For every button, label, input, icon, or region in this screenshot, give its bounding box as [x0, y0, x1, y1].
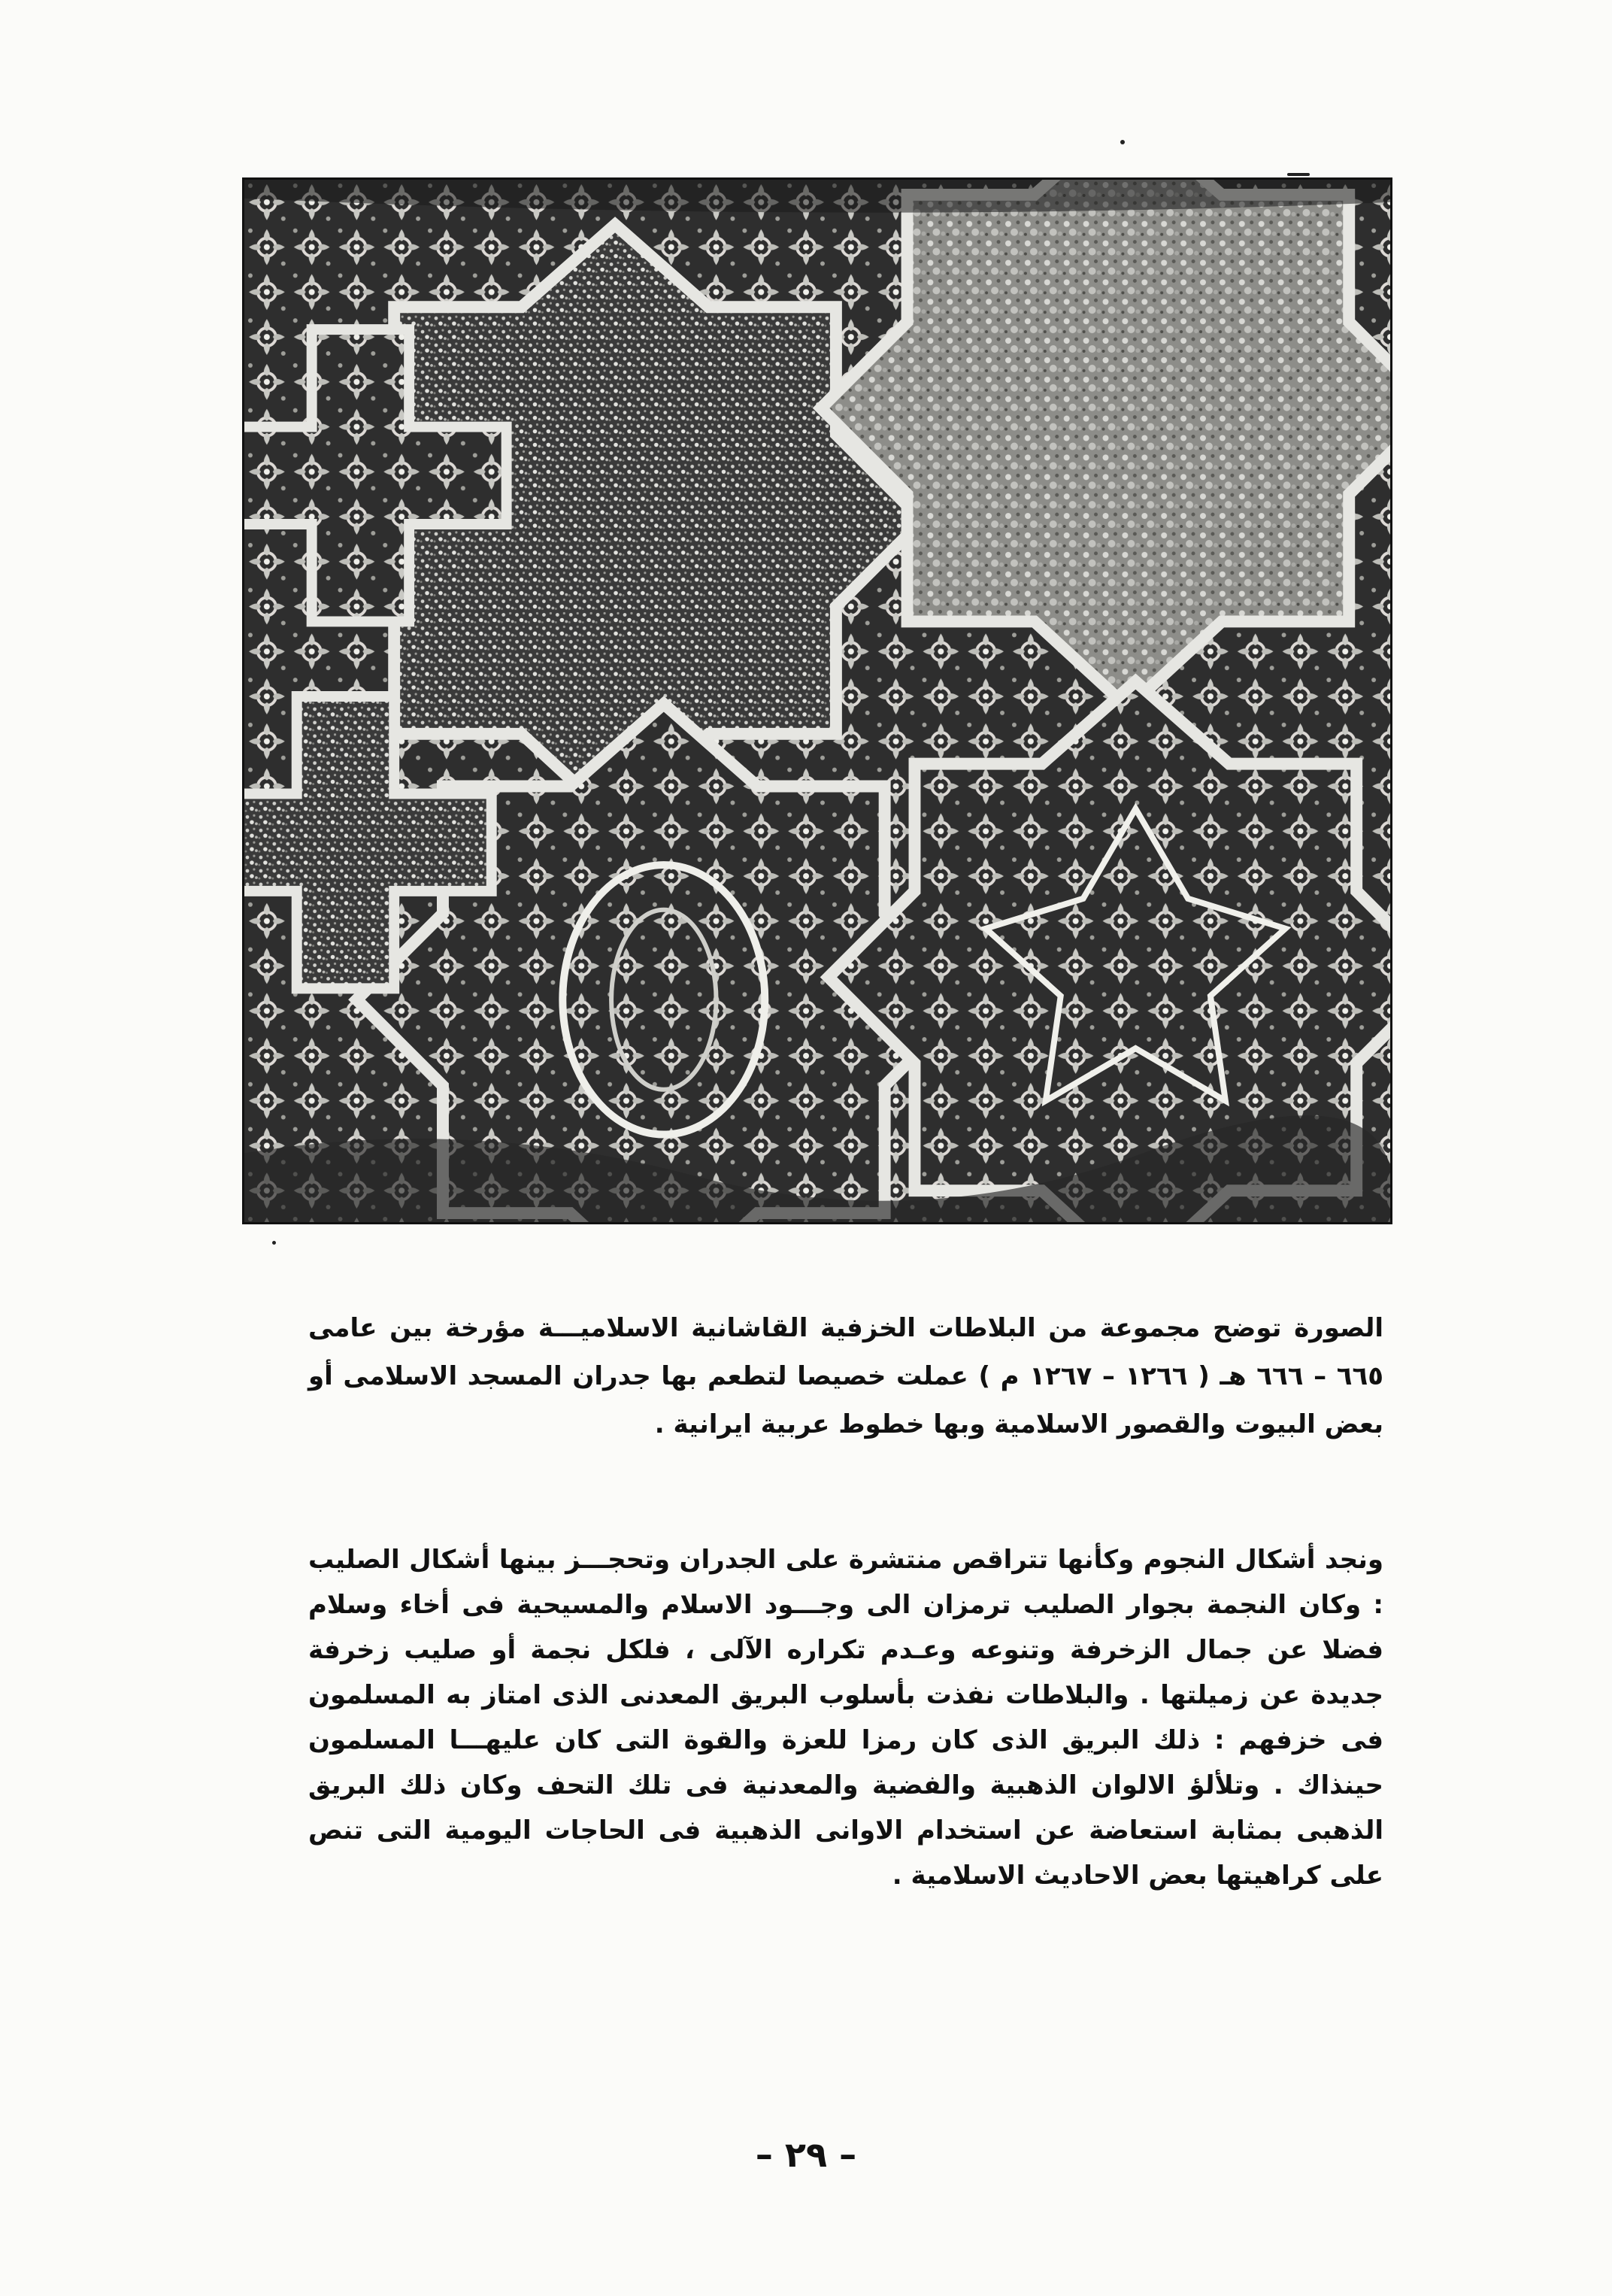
body-paragraph: ونجد أشكال النجوم وكأنها تتراقص منتشرة على الجدران وتحجـــز بينها أشكال الصليب : وكان النجمة بجوار الصليب ترمزان الى وجـــود الاسلام والمسيحية فى أخاء وسلام فضلا عن جمال الزخرفة وتنوعه وعـدم تكراره الآلى ، فلكل نجمة أو صليب زخرفة جديدة عن زميلتها . والبلاطات نفذت بأسلوب البريق المعدنى الذى امتاز به المسلمون فى خزفهم : ذلك البريق الذى كان رمزا للعزة والقوة التى كان عليهـــا المسلمون حينذاك . وتلألؤ الالوان الذهبية والفضية والمعدنية فى تلك التحف وكان ذلك البريق الذهبى بمثابة استعاضة عن استخدام الاوانى الذهبية فى الحاجات اليومية التى تنص على كراهيتها بعض الاحاديث الاسلامية .	[308, 1545, 1383, 1891]
figure-caption: الصورة توضح مجموعة من البلاطات الخزفية القاشانية الاسلاميـــة مؤرخة بين عامى ٦٦٥ – ٦٦٦ هـ ( ١٢٦٦ – ١٢٦٧ م ) عملت خصيصا لتطعم بها جدران المسجد الاسلامى أو بعض البيوت والقصور الاسلامية وبها خطوط عربية ايرانية .	[308, 1313, 1384, 1439]
scan-dot	[272, 1241, 276, 1245]
scan-dash	[1287, 173, 1310, 176]
tile-photograph	[242, 177, 1392, 1224]
page-number: – ٢٩ –	[755, 2134, 857, 2175]
scan-dot	[1120, 140, 1125, 144]
islamic-tile-pattern	[244, 180, 1390, 1222]
